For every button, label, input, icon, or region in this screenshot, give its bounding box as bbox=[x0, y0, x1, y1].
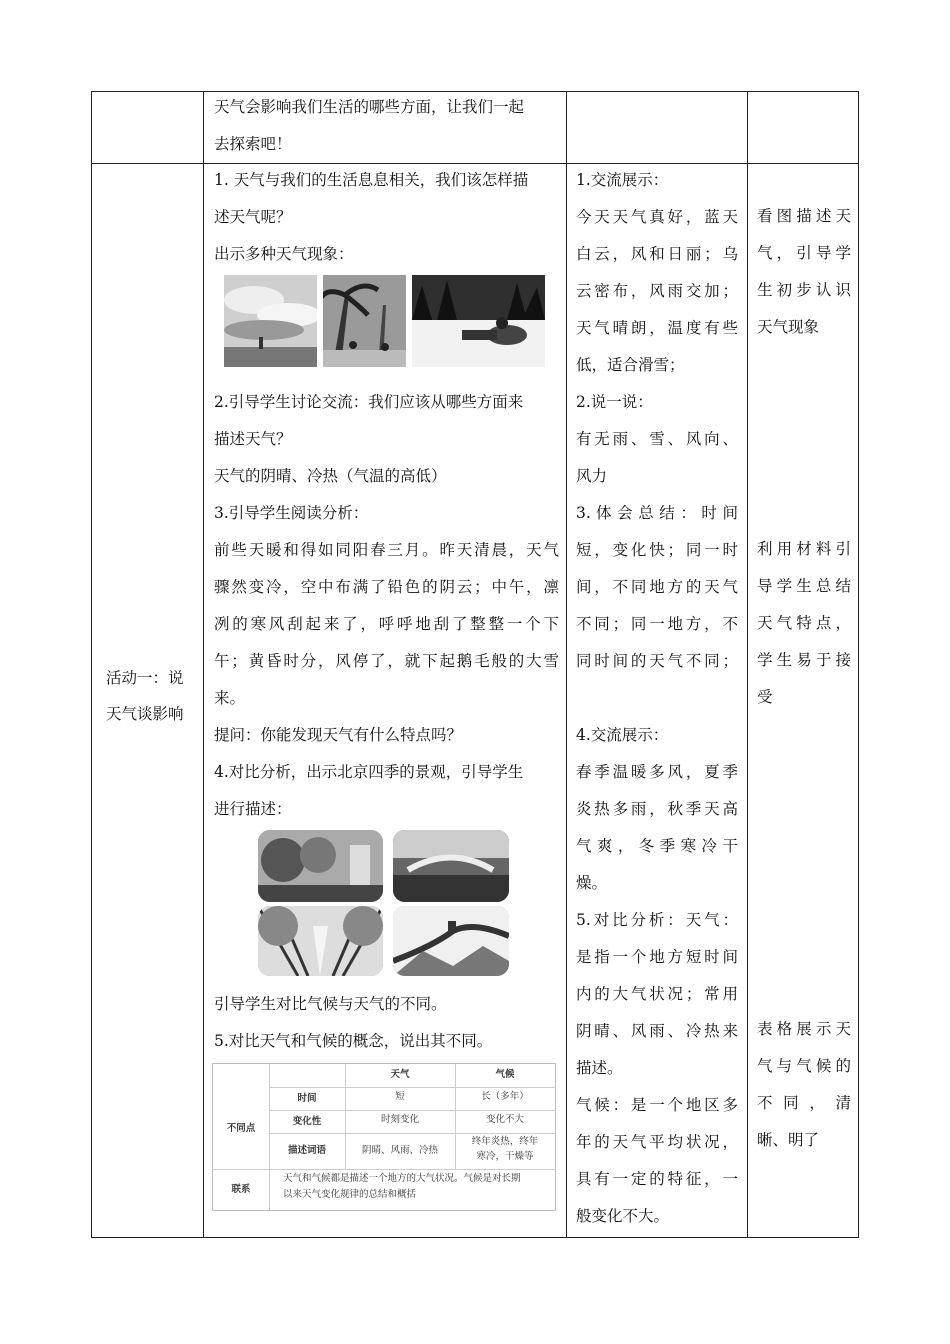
cmp-cell: 阴晴、风雨、冷热 bbox=[361, 1145, 438, 1156]
activity-label bbox=[106, 660, 196, 732]
text-line: 具有一定的特征，一 bbox=[576, 1170, 738, 1188]
text-line: 云密布，风雨交加； bbox=[576, 282, 738, 300]
text-line: 生初步认识 bbox=[757, 281, 851, 299]
text-line: 同时间的天气不同； bbox=[576, 652, 738, 670]
cmp-cell: 变化不大 bbox=[485, 1114, 524, 1125]
text-line: 5.对比天气和气候的概念，说出其不同。 bbox=[214, 1032, 493, 1050]
text-line: 表格展示天 bbox=[757, 1020, 851, 1038]
text-line: 提问：你能发现天气有什么特点吗？ bbox=[214, 726, 463, 744]
text-line: 燥。 bbox=[576, 874, 608, 892]
snow-sled-photo bbox=[412, 275, 545, 367]
text-line: 有无雨、雪、风向、 bbox=[576, 430, 738, 448]
text-line: 来。 bbox=[214, 689, 246, 707]
text-line: 1. 天气与我们的生活息息相关，我们该怎样描 bbox=[214, 171, 529, 189]
cmp-group-diff: 不同点 bbox=[226, 1123, 256, 1134]
text-line: 低，适合滑雪； bbox=[576, 356, 685, 374]
text-line: 气 爽 ， 冬 季 寒 冷 干 bbox=[576, 837, 738, 855]
col-divider-3 bbox=[747, 92, 748, 1237]
text-line: 4.对比分析，出示北京四季的景观，引导学生 bbox=[214, 763, 524, 781]
text-line: 天气特点， bbox=[757, 614, 851, 632]
text-line: 2.引导学生讨论交流：我们应该从哪些方面来 bbox=[214, 393, 524, 411]
cmp-head-climate: 气候 bbox=[495, 1069, 515, 1080]
cmp-cell: 寒冷，干燥等 bbox=[476, 1151, 534, 1162]
cmp-link-label: 联系 bbox=[231, 1184, 251, 1195]
text-line: 间，不同地方的天气 bbox=[576, 578, 738, 596]
text-line: 阴晴、风雨、冷热来 bbox=[576, 1022, 738, 1040]
text-line: 晰、明了 bbox=[757, 1131, 820, 1149]
student-column bbox=[576, 162, 738, 1235]
cloudy-sky-photo bbox=[224, 275, 317, 367]
intent-block-2 bbox=[757, 531, 851, 716]
text-line: 骤然变冷，空中布满了铅色的阴云；中午，凛 bbox=[214, 578, 559, 596]
cmp-link-text: 天气和气候都是描述一个地方的大气状况。气候是对长期 bbox=[283, 1173, 521, 1184]
intent-block-3 bbox=[757, 1011, 851, 1159]
text-line: 去探索吧！ bbox=[214, 135, 292, 153]
text-line: 导学生总结 bbox=[757, 577, 851, 595]
text-line: 1.交流展示： bbox=[576, 171, 669, 189]
text-line: 般变化不大。 bbox=[576, 1207, 670, 1225]
cmp-divider bbox=[269, 1064, 270, 1210]
cmp-link-text: 以来天气变化规律的总结和概括 bbox=[283, 1189, 417, 1200]
text-line: 出示多种天气现象： bbox=[214, 245, 354, 263]
text-line: 2.说一说： bbox=[576, 393, 653, 411]
text-line: 短，变化快；同一时 bbox=[576, 541, 738, 559]
text-line: 气，引导学 bbox=[757, 244, 851, 262]
text-line: 描述天气？ bbox=[214, 430, 292, 448]
text-line: 受 bbox=[757, 688, 773, 706]
cmp-cell: 时刻变化 bbox=[380, 1114, 419, 1125]
top-row-text bbox=[214, 89, 559, 163]
winter-photo bbox=[393, 906, 509, 976]
text-line: 年的天气平均状况， bbox=[576, 1133, 738, 1151]
cmp-divider bbox=[269, 1133, 555, 1134]
cmp-row-words: 描述词语 bbox=[287, 1145, 326, 1156]
text-line: 天气会影响我们生活的哪些方面，让我们一起 bbox=[214, 98, 525, 116]
autumn-photo bbox=[258, 906, 383, 976]
text-line: 天气的阴晴、冷热（气温的高低） bbox=[214, 467, 447, 485]
text-line: 春季温暖多风，夏季 bbox=[576, 763, 738, 781]
text-line: 内的大气状况；常用 bbox=[576, 985, 738, 1003]
cmp-cell: 短 bbox=[395, 1091, 405, 1102]
text-line: 描述。 bbox=[576, 1059, 623, 1077]
storm-palm-photo bbox=[323, 275, 406, 367]
text-line: 不 同 ， 清 bbox=[757, 1094, 851, 1112]
summer-photo bbox=[393, 830, 509, 902]
text-line: 炎热多雨，秋季天高 bbox=[576, 800, 738, 818]
text-line: 3.引导学生阅读分析： bbox=[214, 504, 369, 522]
text-line: 述天气呢？ bbox=[214, 208, 292, 226]
intent-block-1 bbox=[757, 198, 851, 346]
teacher-block-3 bbox=[214, 986, 559, 1060]
col-divider-1 bbox=[203, 92, 204, 1237]
text-line: 气与气候的 bbox=[757, 1057, 851, 1075]
text-line: 不同；同一地方，不 bbox=[576, 615, 738, 633]
text-line: 3. 体 会 总 结 ： 时 间 bbox=[576, 504, 738, 522]
text-line: 天气晴朗，温度有些 bbox=[576, 319, 738, 337]
text-line: 5.对比分析：天气： bbox=[576, 911, 738, 929]
text-line: 进行描述： bbox=[214, 800, 292, 818]
teacher-block-1 bbox=[214, 162, 559, 273]
text-line: 风力 bbox=[576, 467, 608, 485]
text-line: 活动一：说 bbox=[106, 669, 184, 687]
text-line: 冽的寒风刮起来了，呼呼地刮了整整一个下 bbox=[214, 615, 559, 633]
cmp-cell: 终年炎热，终年 bbox=[471, 1136, 539, 1147]
text-line: 引导学生对比气候与天气的不同。 bbox=[214, 995, 447, 1013]
text-line: 白云，风和日丽；乌 bbox=[576, 245, 738, 263]
text-line: 午；黄昏时分，风停了，就下起鹅毛般的大雪 bbox=[214, 652, 559, 670]
text-line: 今天天气真好，蓝天 bbox=[576, 208, 738, 226]
col-divider-2 bbox=[566, 92, 567, 1237]
cmp-divider bbox=[269, 1087, 555, 1088]
text-line: 气候：是一个地区多 bbox=[576, 1096, 738, 1114]
text-line: 4.交流展示： bbox=[576, 726, 669, 744]
teacher-block-2 bbox=[214, 384, 559, 828]
cmp-divider bbox=[269, 1110, 555, 1111]
cmp-cell: 长（多年） bbox=[481, 1091, 529, 1102]
text-line: 学生易于接 bbox=[757, 651, 851, 669]
text-line: 看图描述天 bbox=[757, 207, 851, 225]
weather-climate-table bbox=[212, 1063, 556, 1211]
text-line bbox=[576, 680, 738, 717]
cmp-divider bbox=[213, 1169, 555, 1170]
text-line: 利用材料引 bbox=[757, 540, 851, 558]
cmp-row-time: 时间 bbox=[297, 1093, 317, 1104]
text-line: 前些天暖和得如同阳春三月。昨天清晨，天气 bbox=[214, 541, 559, 559]
text-line: 是指一个地方短时间 bbox=[576, 948, 738, 966]
text-line: 天气现象 bbox=[757, 318, 820, 336]
text-line: 天气谈影响 bbox=[106, 705, 184, 723]
cmp-row-change: 变化性 bbox=[292, 1116, 322, 1127]
cmp-head-weather: 天气 bbox=[390, 1069, 410, 1080]
spring-photo bbox=[258, 830, 383, 902]
